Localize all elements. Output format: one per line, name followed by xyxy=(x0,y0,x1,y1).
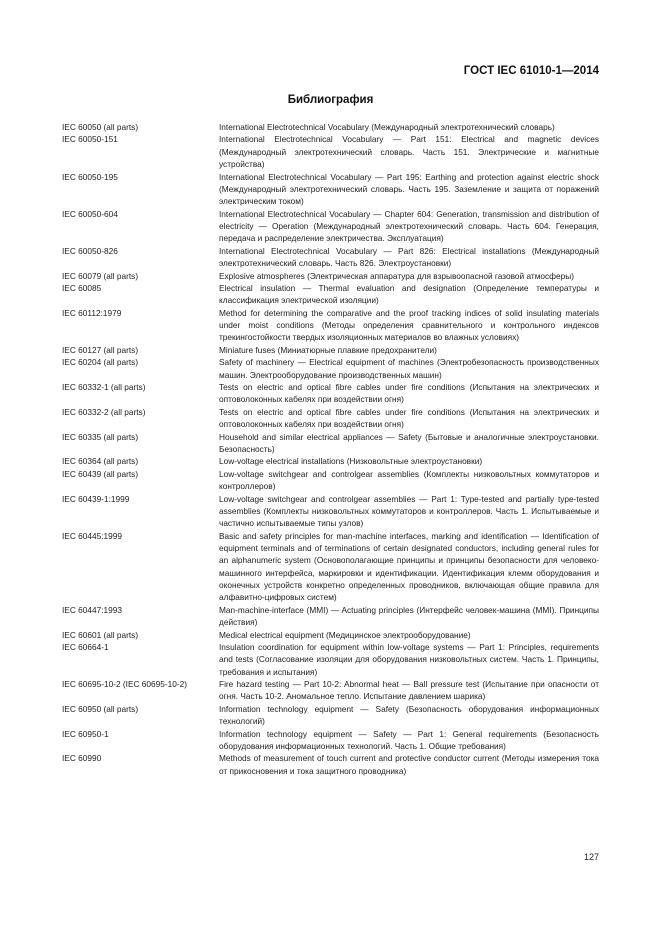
bibliography-entry xyxy=(62,381,599,406)
standard-title: Basic and safety principles for man-machine interfaces, marking and identification — Identification of equipment terminals and of terminations of certain designated conductors, including general rules for an alphanumeric system (Основополагающие принципы и принципы безопасности для человеко-машинного интерфейса, маркировки и идентификации. Идентификация клемм оборудования и оконечных устройств конкретно определенных проводников, включающая общие правила для алфавитно-цифровых систем) xyxy=(219,530,599,603)
standard-title: Fire hazard testing — Part 10-2: Abnormal heat — Ball pressure test (Испытание при опасности от огня. Часть 10-2. Аномальное тепло. Испытание давлением шарика) xyxy=(219,679,599,702)
bibliography-entry xyxy=(62,752,599,777)
bibliography-entry xyxy=(62,406,599,431)
bibliography-entry xyxy=(62,530,599,604)
standard-number: IEC 60050-195 xyxy=(62,171,118,182)
standard-number: IEC 60085 xyxy=(62,282,102,293)
standard-title: Information technology equipment — Safety (Безопасность оборудования информационных технологий) xyxy=(219,703,599,727)
standard-title: Low-voltage switchgear and controlgear assemblies — Part 1: Type-tested and partially type-tested assemblies (Комплекты низковольтных коммутаторов и контроллеров. Часть 1. Испытываемые и частично испытываемые типы узлов) xyxy=(219,493,599,529)
standard-title: International Electrotechnical Vocabulary — Part 826: Electrical installations (Международный электротехнический словарь. Часть 826. Электроустановки) xyxy=(219,245,599,269)
standard-title: International Electrotechnical Vocabulary (Международный электротехнический словарь) xyxy=(219,122,555,132)
page-title: Библиография xyxy=(287,94,374,106)
standard-number: IEC 60112:1979 xyxy=(62,307,122,318)
bibliography-entry xyxy=(62,270,599,282)
bibliography-entry xyxy=(62,604,599,629)
bibliography-entry xyxy=(62,641,599,678)
standard-title: Low-voltage electrical installations (Низковольтные электроустановки) xyxy=(219,456,483,467)
bibliography-entry xyxy=(62,245,599,270)
bibliography-entry xyxy=(62,282,599,307)
standard-number: IEC 60332-1 (all parts) xyxy=(62,382,146,393)
standard-number: IEC 60332-2 (all parts) xyxy=(62,406,146,417)
standard-number: IEC 60445:1999 xyxy=(62,530,122,541)
standard-title: International Electrotechnical Vocabulary — Part 195: Earthing and protection against electric shock (Международный электротехнический словарь. Часть 195. Заземление и защита от поражений электрическим током) xyxy=(219,171,599,207)
standard-number: IEC 60335 (all parts) xyxy=(62,431,139,442)
bibliography-entry xyxy=(62,344,599,356)
standard-number: IEC 60050-151 xyxy=(62,134,118,145)
standard-title: Explosive atmospheres (Электрическая аппаратура для взрывоопасной газовой атмосферы) xyxy=(219,270,574,281)
bibliography-entry xyxy=(62,307,599,344)
standard-title: Methods of measurement of touch current and protective conductor current (Методы измерения тока от прикосновения и тока защитного проводника) xyxy=(219,753,599,776)
standard-number: IEC 60050-604 xyxy=(62,208,118,219)
bibliography-entry xyxy=(62,703,599,728)
standard-title: Man-machine-interface (MMI) — Actuating principles (Интерфейс человек-машина (MMI). Принципы действия) xyxy=(219,604,599,628)
standard-title: Medical electrical equipment (Медицинское электрооборудование) xyxy=(219,629,471,640)
standard-number: IEC 60990 xyxy=(62,753,102,764)
bibliography-entry xyxy=(62,133,599,170)
standard-number: IEC 60079 (all parts) xyxy=(62,270,139,281)
bibliography-entry xyxy=(62,121,599,133)
bibliography-entry xyxy=(62,356,599,381)
standard-number: IEC 60127 (all parts) xyxy=(62,344,139,355)
standard-number: IEC 60950-1 xyxy=(62,728,109,739)
standard-title: Tests on electric and optical fibre cables under fire conditions (Испытания на электрических и оптоволоконных кабелях при воздействии огня) xyxy=(219,382,599,405)
bibliography-entry xyxy=(62,728,599,753)
bibliography-entry xyxy=(62,171,599,208)
standard-title: International Electrotechnical Vocabulary — Part 151: Electrical and magnetic devices (Международный электротехнический словарь. Часть 151. Электрические и магнитные устройства) xyxy=(219,134,599,170)
standard-title: Low-voltage switchgear and controlgear assemblies (Комплекты низковольтных коммутаторов и контроллеров) xyxy=(219,468,599,492)
standard-number: IEC 60050-826 xyxy=(62,245,118,256)
standard-title: Method for determining the comparative and the proof tracking indices of solid insulating materials under moist conditions (Методы определения сравнительного и контрольного индексов трекингостойкости твердых изоляционных материалов во влажных условиях) xyxy=(219,307,599,343)
bibliography-entry xyxy=(62,468,599,493)
standard-number: IEC 60364 (all parts) xyxy=(62,456,139,467)
standard-number: IEC 60204 (all parts) xyxy=(62,357,139,368)
bibliography-entry xyxy=(62,678,599,703)
standard-title: Information technology equipment — Safety — Part 1: General requirements (Безопасность оборудования информационных технологий. Часть 1. Общие требования) xyxy=(219,728,599,751)
page-number: 127 xyxy=(583,852,599,862)
standard-number: IEC 60447:1993 xyxy=(62,604,122,615)
standard-title: International Electrotechnical Vocabulary — Chapter 604: Generation, transmission and distribution of electricity — Operation (Международный электротехнический словарь. Часть 604. Генерация, передача и распределение электричества. Эксплуатация) xyxy=(219,208,599,244)
standard-title: Electrical insulation — Thermal evaluation and designation (Определение температуры и классификация электрической изоляции) xyxy=(219,282,599,306)
bibliography-entry xyxy=(62,493,599,530)
standard-title: Tests on electric and optical fibre cables under fire conditions (Испытания на электрических и оптоволоконных кабелях при воздействии огня) xyxy=(219,406,599,430)
bibliography-entry xyxy=(62,208,599,245)
standard-number: IEC 60601 (all parts) xyxy=(62,629,139,640)
standard-number: IEC 60950 (all parts) xyxy=(62,703,139,714)
standard-title: Household and similar electrical appliances — Safety (Бытовые и аналогичные электроустановки. Безопасность) xyxy=(219,431,599,454)
standard-title: Safety of machinery — Electrical equipment of machines (Электробезопасность производственных машин. Электрооборудование производственных машин) xyxy=(219,357,599,380)
standard-number: IEC 60664-1 xyxy=(62,642,109,653)
standard-title: Insulation coordination for equipment within low-voltage systems — Part 1: Principles, requirements and tests (Согласование изоляции для оборудования низковольтных систем. Часть 1. Принципы, требования и испытания) xyxy=(219,642,599,677)
bibliography-entry xyxy=(62,629,599,641)
document-standard-code: ГОСТ IEC 61010-1—2014 xyxy=(463,65,599,77)
bibliography-list xyxy=(62,121,599,777)
bibliography-entry xyxy=(62,431,599,456)
standard-number: IEC 60050 (all parts) xyxy=(62,122,139,132)
standard-number: IEC 60695-10-2 (IEC 60695-10-2) xyxy=(62,679,187,690)
bibliography-entry xyxy=(62,455,599,467)
standard-title: Miniature fuses (Миниатюрные плавкие предохранители) xyxy=(219,344,437,355)
standard-number: IEC 60439-1:1999 xyxy=(62,493,130,504)
standard-number: IEC 60439 (all parts) xyxy=(62,468,139,479)
